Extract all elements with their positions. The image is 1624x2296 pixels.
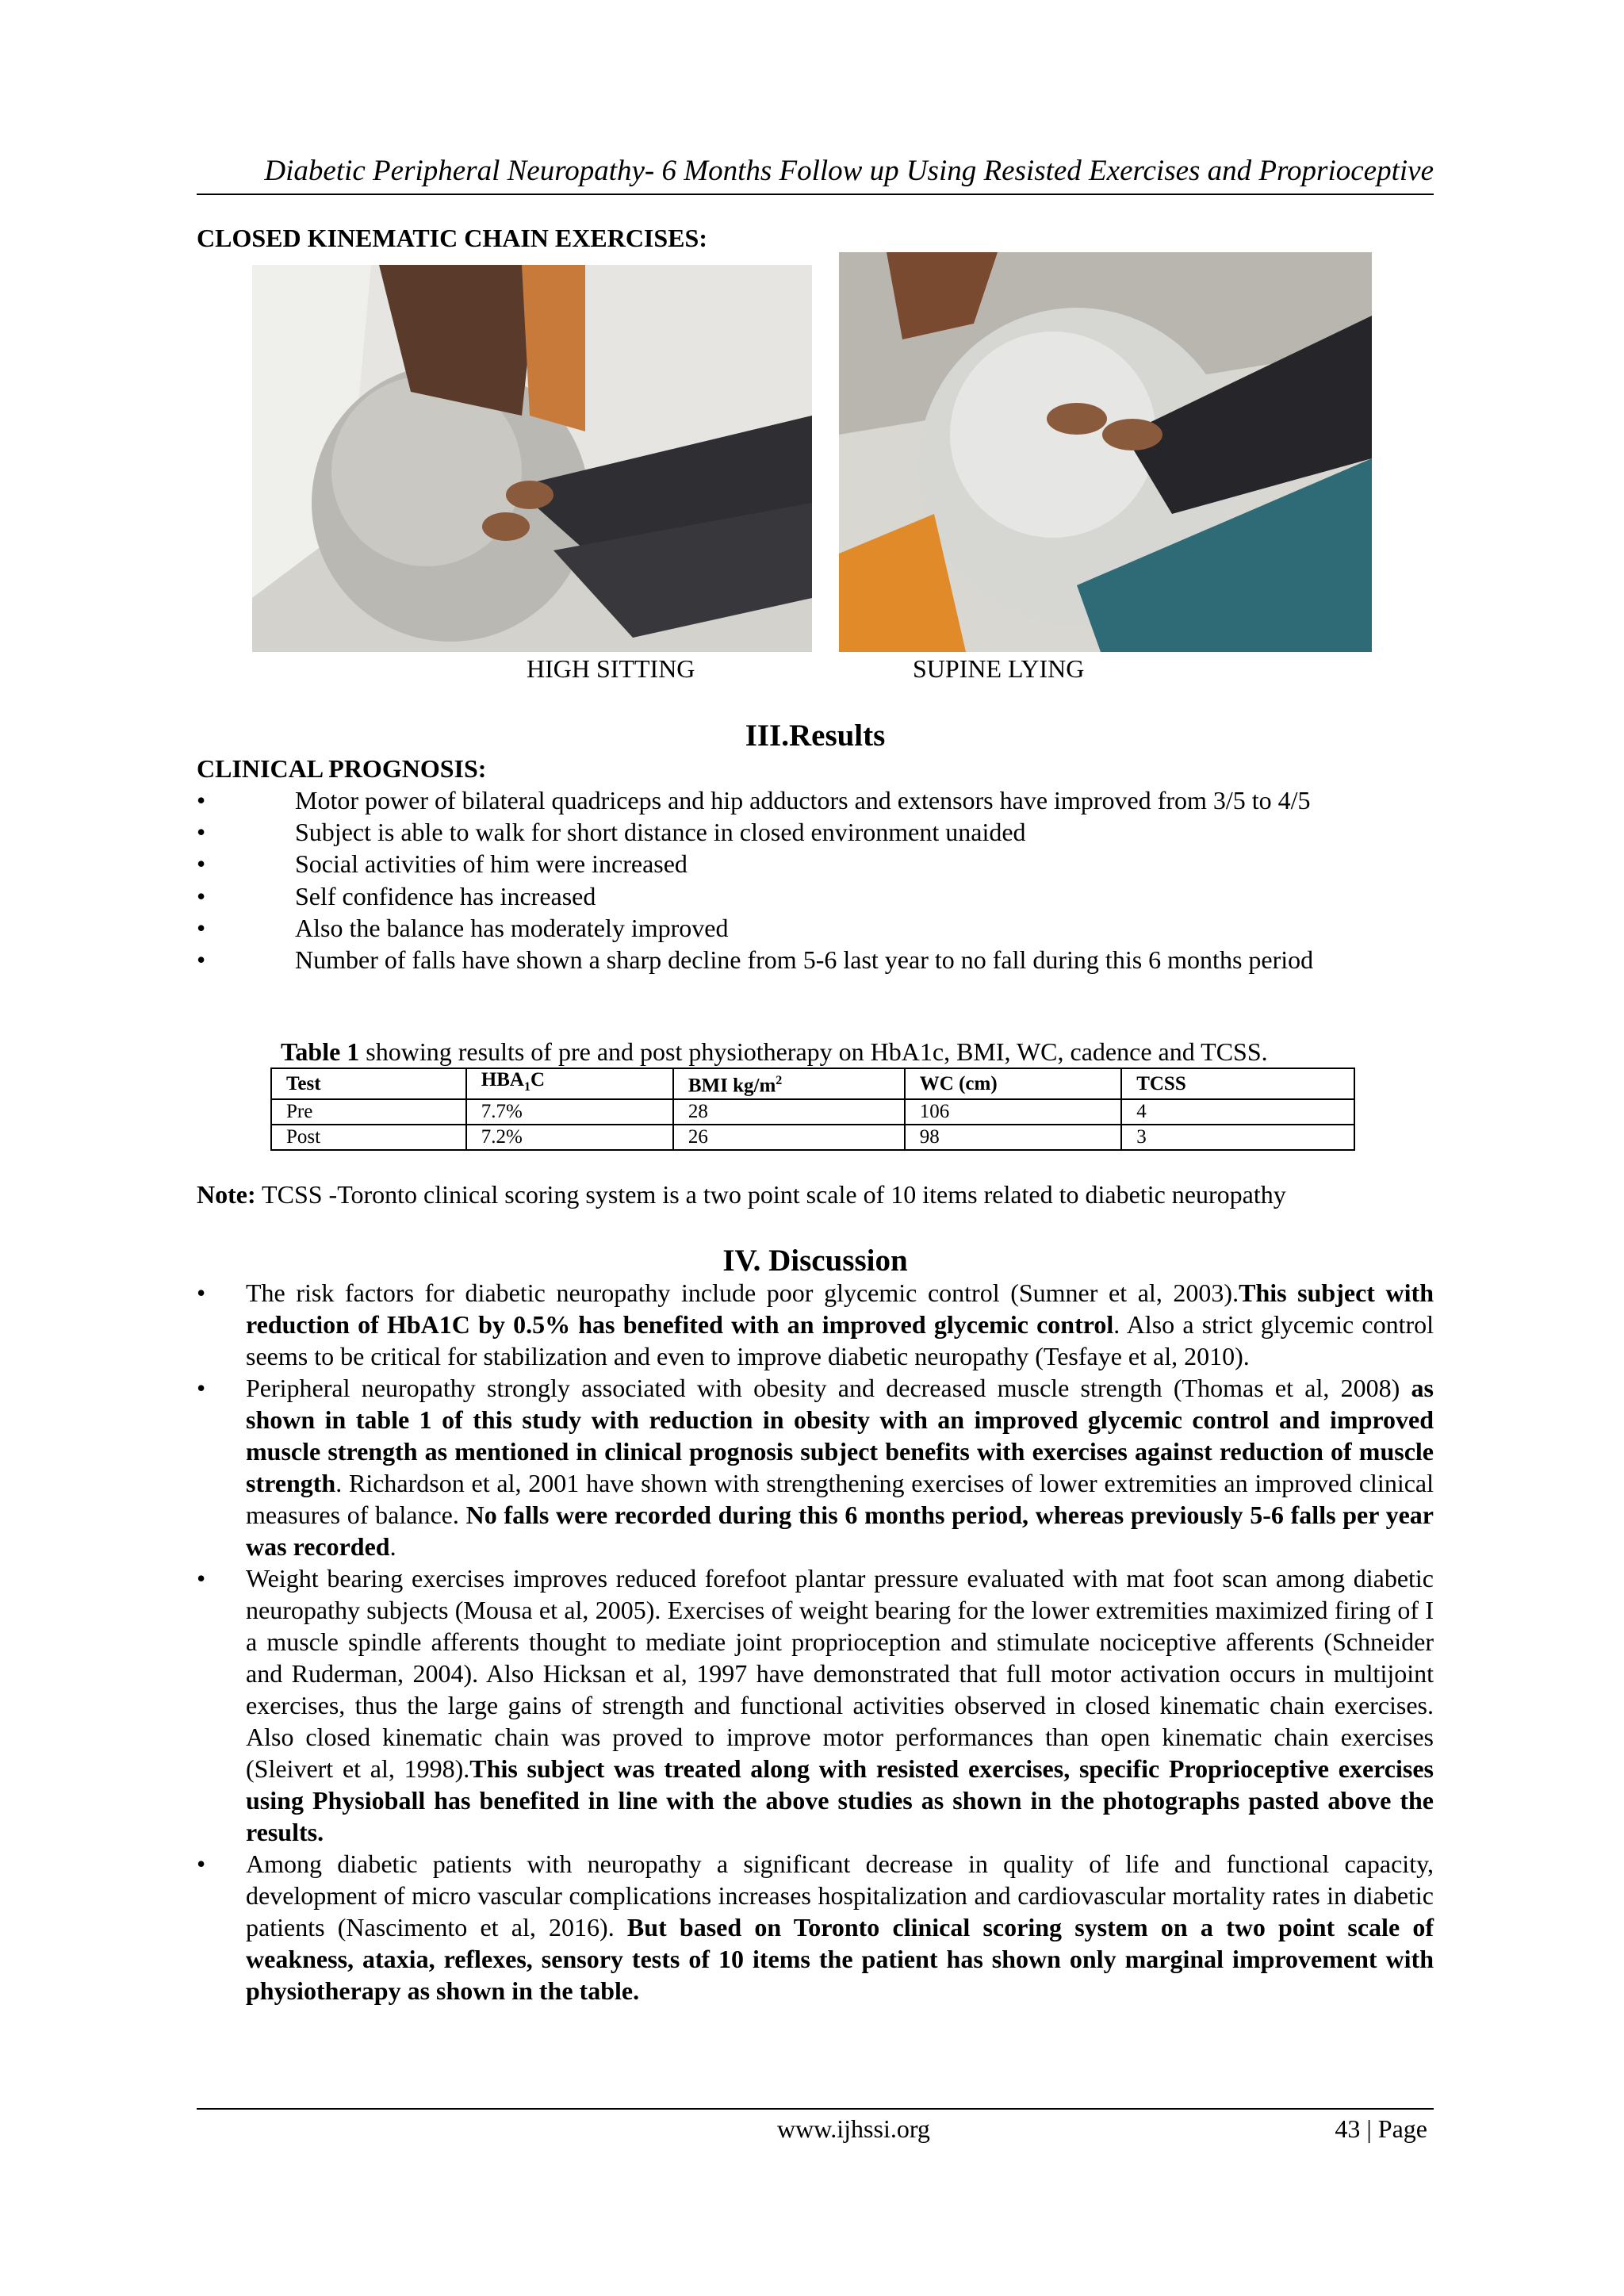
list-item: • Number of falls have shown a sharp decline from 5-6 last year to no fall during this 6 months period (197, 944, 1434, 976)
list-item: • Also the balance has moderately improved (197, 912, 1434, 944)
discussion-item (197, 1277, 1434, 1372)
header-rule (197, 194, 1434, 195)
table-caption-text: showing results of pre and post physiotherapy on HbA1c, BMI, WC, cadence and TCSS. (359, 1037, 1268, 1066)
photo-supine-lying (839, 252, 1372, 652)
discussion-text: Peripheral neuropathy strongly associated with obesity and decreased muscle strength (Thomas et al, 2008) (246, 1374, 1411, 1402)
table-row (271, 1125, 1354, 1150)
footer-rule (197, 2108, 1434, 2110)
footer-url: www.ijhssi.org (777, 2114, 930, 2143)
cell-tcss: 3 (1121, 1125, 1354, 1150)
table-caption (281, 1036, 1268, 1068)
results-table (270, 1068, 1355, 1151)
cell-bmi: 26 (673, 1125, 905, 1150)
header-wc: WC (cm) (905, 1068, 1121, 1099)
header-hba1c-subscript: 1 (523, 1080, 530, 1094)
table-note (197, 1179, 1286, 1210)
header-hba1c-text: HBA (481, 1069, 524, 1091)
header-test: Test (271, 1068, 466, 1099)
discussion-item (197, 1372, 1434, 1562)
header-hba1c-suffix: C (530, 1069, 546, 1091)
discussion-text: Weight bearing exercises improves reduced forefoot plantar pressure evaluated with mat foot scan among diabetic neuropathy subjects (Mousa et al, 2005). Exercises of weight bearing for the lower extremities maximized firing of I a muscle spindle afferents thought to mediate joint proprioception and stimulate nociceptive afferents (Schneider and Ruderman, 2004). Also Hicksan et al, 1997 have demonstrated that full motor activation occurs in multijoint exercises, thus the large gains of strength and functional activities observed in closed kinematic chain exercises. Also closed kinematic chain was proved to improve motor performances than open kinematic chain exercises (Sleivert et al, 1998). (246, 1564, 1434, 1783)
header-bmi (673, 1068, 905, 1099)
note-text: TCSS -Toronto clinical scoring system is a two point scale of 10 items related to diabetic neuropathy (255, 1180, 1286, 1209)
note-label: Note: (197, 1180, 256, 1209)
discussion-heading: IV. Discussion (722, 1244, 908, 1278)
list-item: • Self confidence has increased (197, 880, 1434, 912)
table-caption-label: Table 1 (281, 1037, 360, 1066)
cell-test: Pre (271, 1099, 466, 1125)
discussion-emphasis: But based on Toronto clinical scoring system on a two point scale of weakness, ataxia, reflexes, sensory tests of 10 items the patient has shown only marginal improvement with physiotherapy as shown in the table. (246, 1913, 1434, 2005)
list-item: • Motor power of bilateral quadriceps and hip adductors and extensors have improved from 3/5 to 4/5 (197, 784, 1434, 816)
header-hba1c (466, 1068, 673, 1099)
table-row (271, 1099, 1354, 1125)
cell-bmi: 28 (673, 1099, 905, 1125)
discussion-text: . Richardson et al, 2001 have shown with strengthening exercises of lower extremities an improved clinical measures of balance. (246, 1469, 1434, 1529)
cell-hba1c: 7.2% (466, 1125, 673, 1150)
clinical-prognosis-label: CLINICAL PROGNOSIS: (197, 754, 487, 783)
discussion-text: . (389, 1532, 396, 1561)
page-number: 43 | Page (1335, 2114, 1427, 2143)
list-item: • Social activities of him were increased (197, 848, 1434, 880)
cell-wc: 106 (905, 1099, 1121, 1125)
header-bmi-superscript: 2 (776, 1074, 783, 1088)
cell-tcss: 4 (1121, 1099, 1354, 1125)
photo-high-sitting (252, 265, 812, 652)
cell-hba1c: 7.7% (466, 1099, 673, 1125)
header-bmi-text: BMI kg/m (688, 1075, 776, 1097)
caption-high-sitting: HIGH SITTING (527, 654, 695, 683)
discussion-emphasis: This subject with reduction of HbA1C by 0.5% has benefited with an improved glycemic control (246, 1278, 1434, 1339)
closed-chain-label: CLOSED KINEMATIC CHAIN EXERCISES: (197, 224, 707, 252)
header-tcss: TCSS (1121, 1068, 1354, 1099)
cell-wc: 98 (905, 1125, 1121, 1150)
running-title: Diabetic Peripheral Neuropathy- 6 Months Follow up Using Resisted Exercises and Proprioceptive (264, 155, 1434, 187)
cell-test: Post (271, 1125, 466, 1150)
discussion-item (197, 1562, 1434, 1848)
discussion-list (197, 1277, 1434, 2007)
clinical-prognosis-list (197, 784, 1434, 976)
discussion-text: Among diabetic patients with neuropathy a significant decrease in quality of life and functional capacity, development of micro vascular complications increases hospitalization and cardiovascular mortality rates in diabetic patients (Nascimento et al, 2016). (246, 1849, 1434, 1941)
table-header-row (271, 1068, 1354, 1099)
discussion-text: The risk factors for diabetic neuropathy include poor glycemic control (Sumner et al, 2003). (246, 1278, 1239, 1307)
discussion-emphasis: No falls were recorded during this 6 months period, whereas previously 5-6 falls per year was recorded (246, 1501, 1434, 1561)
discussion-emphasis: as shown in table 1 of this study with reduction in obesity with an improved glycemic control and improved muscle strength as mentioned in clinical prognosis subject benefits with exercises against reduction of muscle strength (246, 1374, 1434, 1497)
discussion-item (197, 1848, 1434, 2007)
results-heading: III.Results (745, 719, 886, 753)
discussion-emphasis: This subject was treated along with resisted exercises, specific Proprioceptive exercises using Physioball has benefited in line with the above studies as shown in the photographs pasted above the results. (246, 1754, 1434, 1846)
discussion-text: . Also a strict glycemic control seems to be critical for stabilization and even to improve diabetic neuropathy (Tesfaye et al, 2010). (246, 1310, 1434, 1370)
caption-supine-lying: SUPINE LYING (913, 654, 1085, 683)
list-item: • Subject is able to walk for short distance in closed environment unaided (197, 816, 1434, 848)
